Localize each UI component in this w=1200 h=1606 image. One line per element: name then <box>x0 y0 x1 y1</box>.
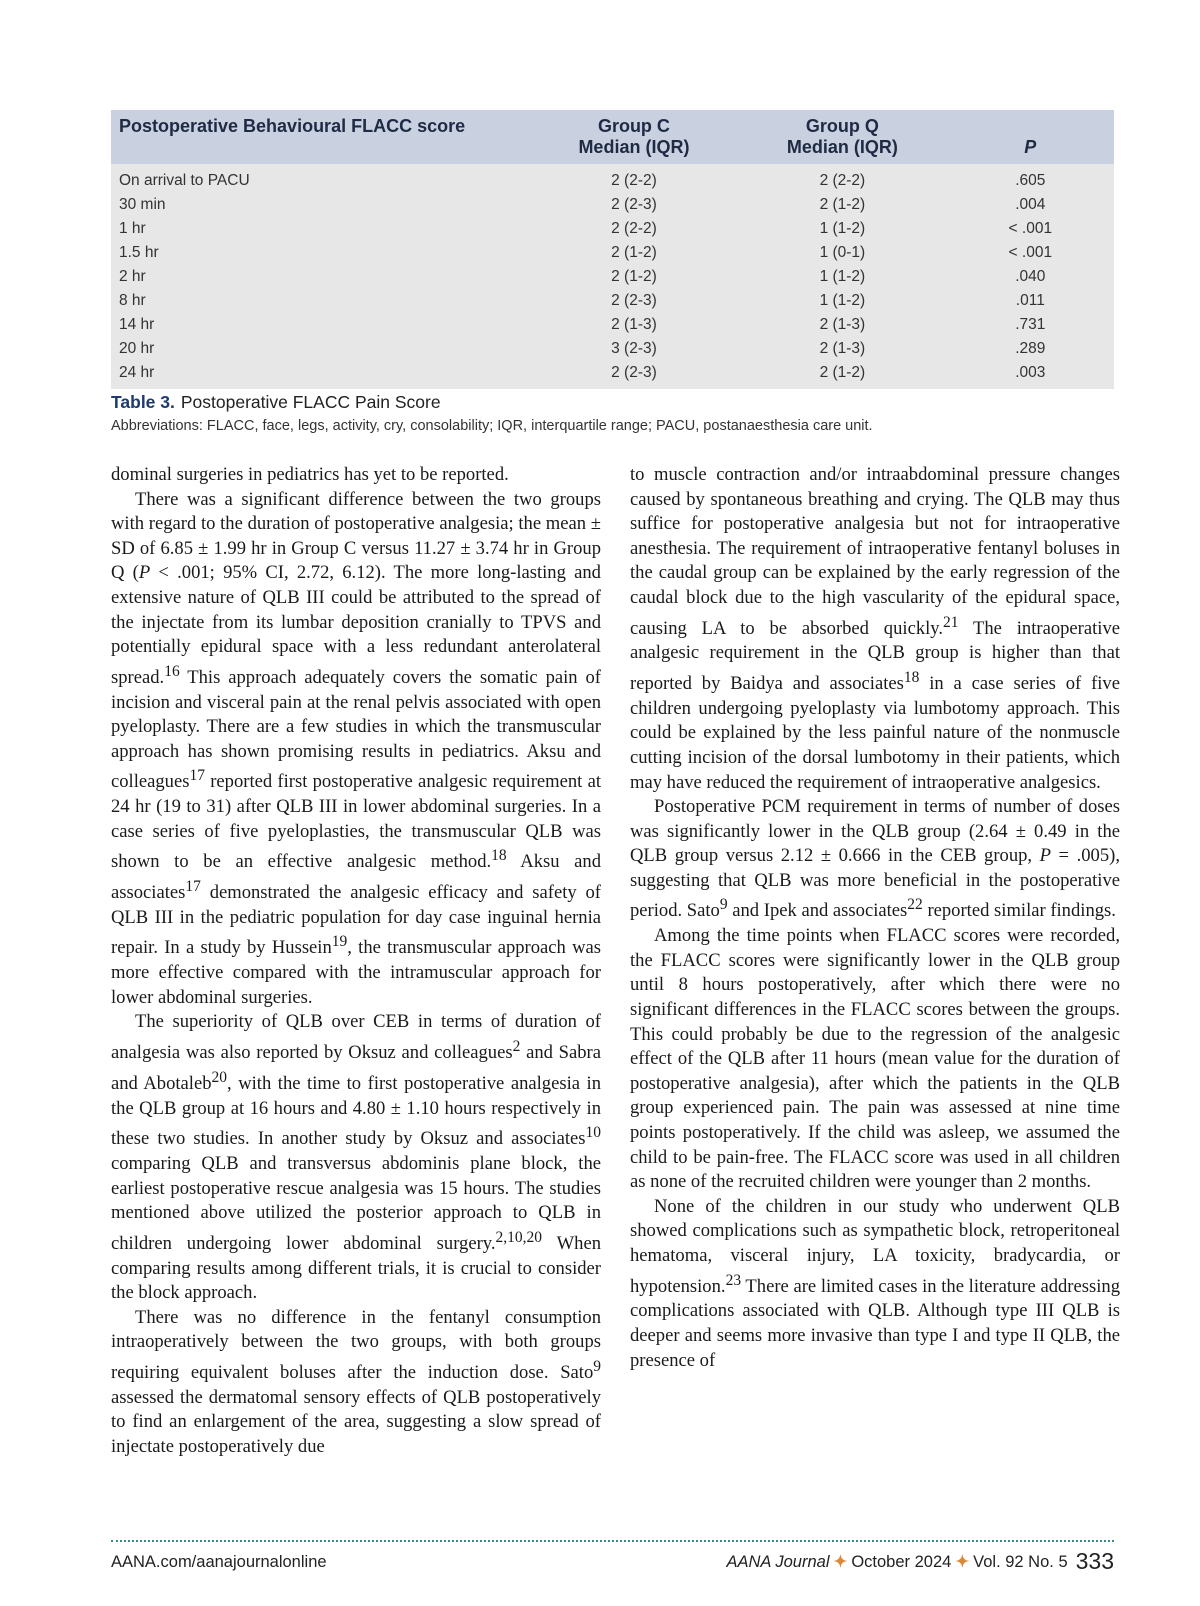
row-group-c: 2 (2-3) <box>611 196 657 213</box>
text-run: and Ipek and associates <box>727 900 908 922</box>
text-run: demonstrated the analgesic efficacy and safety of QLB III in the pediatric population for day case inguinal hernia repair. In a study by Hussein <box>111 882 601 959</box>
row-group-q: 2 (1-2) <box>819 196 866 213</box>
text-run: assessed the dermatomal sensory effects of QLB postoperatively to find an enlargement of the area, suggesting a slow spread of injectate postoperatively due <box>111 1386 601 1457</box>
header-measure: Postoperative Behavioural FLACC score <box>119 116 466 136</box>
text-run: , with the time to first postoperative analgesia in the QLB group at 16 hours and 4.80 ± 1.10 hours respectively in these two studies. In another study by Oksuz and associates <box>111 1072 602 1150</box>
page-number: 333 <box>1075 1548 1114 1574</box>
table-row <box>111 265 1114 289</box>
citation: 18 <box>491 847 507 865</box>
citation: 23 <box>725 1271 742 1289</box>
italic-p: P <box>138 562 151 584</box>
table-row <box>111 241 1114 265</box>
row-group-c: 2 (2-2) <box>611 220 657 237</box>
citation: 21 <box>943 613 959 631</box>
row-group-c: 2 (1-2) <box>611 268 657 285</box>
header-group-q-line2: Median (IQR) <box>786 137 898 157</box>
left-text-column <box>111 463 601 1459</box>
footer-website-link[interactable]: AANA.com/aanajournalonline <box>111 1553 327 1571</box>
row-group-q: 1 (1-2) <box>819 220 866 237</box>
paragraph <box>630 795 1120 924</box>
row-group-q: 2 (2-2) <box>819 172 866 189</box>
paragraph <box>630 463 1120 795</box>
italic-p: P <box>1039 845 1051 867</box>
caption-line <box>111 391 1114 413</box>
table-row <box>111 337 1114 361</box>
caption-abbreviations: Abbreviations: FLACC, face, legs, activity, cry, consolability; IQR, interquartile range; PACU, postanaesthesia care unit. <box>111 418 873 434</box>
citation: 16 <box>164 662 180 680</box>
text-run: and Sabra and Abotaleb <box>111 1042 601 1094</box>
text-run: Aksu and associates <box>111 851 602 904</box>
header-p-value: P <box>1024 137 1037 157</box>
row-group-c: 3 (2-3) <box>611 340 657 357</box>
row-group-q: 1 (0-1) <box>819 244 866 261</box>
flacc-table-container <box>111 110 1114 389</box>
row-group-c: 2 (2-3) <box>611 364 657 381</box>
row-time: 1.5 hr <box>119 244 159 261</box>
row-p: < .001 <box>1008 220 1053 237</box>
citation: 2 <box>512 1038 521 1055</box>
row-group-q: 2 (1-3) <box>819 316 866 333</box>
text-run: None of the children in our study who underwent QLB showed complications such as sympathetic block, retroperitoneal hematoma, visceral injury, LA toxicity, bradycardia, or hypotension. <box>630 1195 1120 1297</box>
text-run: The intraoperative analgesic requirement in the QLB group is higher than that reported by Baidya and associates <box>630 617 1120 695</box>
table-caption <box>111 391 1114 437</box>
paragraph: Among the time points when FLACC scores were recorded, the FLACC scores were significantly lower in the QLB group until 8 hours postoperatively, after which there were no significant differences in the FLACC scores between the groups. This could probably be due to the regression of the analgesic effect of the QLB after 11 hours (mean value for the duration of postoperative analgesia), after which the patients in the QLB group experienced pain. The pain was assessed at nine time points postoperatively. If the child was asleep, we assumed the child to be pain-free. The FLACC score was used in all children as none of the recruited children were younger than 2 months. <box>630 925 1120 1193</box>
row-group-q: 1 (1-2) <box>819 292 866 309</box>
row-p: .731 <box>1015 316 1046 333</box>
row-time: 20 hr <box>119 340 155 357</box>
citation: 18 <box>903 668 920 686</box>
header-group-q <box>738 110 946 164</box>
citation: 17 <box>185 878 201 896</box>
text-run: = .005), suggesting that QLB was more beneficial in the postoperative period. Sato <box>630 845 1120 922</box>
row-time: 14 hr <box>119 316 155 333</box>
text-run: When comparing results among different trials, it is crucial to consider the block approach. <box>111 1232 601 1304</box>
row-p: .003 <box>1015 364 1046 381</box>
flacc-score-table <box>111 110 1114 389</box>
text-run: The superiority of QLB over CEB in terms of duration of analgesia was also reported by Oksuz and colleagues <box>111 1011 601 1064</box>
table-row <box>111 313 1114 337</box>
text-run: , the transmuscular approach was more effective compared with the intramuscular approach for lower abdominal surgeries. <box>111 937 602 1008</box>
citation: 17 <box>189 767 205 785</box>
row-time: On arrival to PACU <box>119 172 250 189</box>
row-time: 24 hr <box>119 364 155 381</box>
citation: 9 <box>593 1357 601 1375</box>
row-p: .040 <box>1015 268 1046 285</box>
text-run: Postoperative PCM requirement in terms of number of doses was significantly lower in the QLB group (2.64 ± 0.49 in the QLB group versus 2.12 ± 0.666 in the CEB group, <box>630 796 1120 867</box>
paragraph <box>111 1010 601 1305</box>
footer-date: October 2024 <box>851 1553 952 1571</box>
paragraph: dominal surgeries in pediatrics has yet to be reported. <box>111 464 509 485</box>
caption-title: Postoperative FLACC Pain Score <box>180 392 441 412</box>
table-header-row <box>111 110 1114 164</box>
citation: 22 <box>907 896 923 914</box>
text-run: to muscle contraction and/or intraabdominal pressure changes caused by spontaneous breathing and crying. The QLB may thus suffice for postoperative analgesia but not for intraoperative anesthesia. The requirement of intraoperative fentanyl boluses in the caudal group can be explained by the early regression of the caudal block due to the high vascularity of the epidural space, causing LA to be absorbed quickly. <box>630 464 1120 639</box>
row-group-q: 2 (1-3) <box>819 340 866 357</box>
text-run: This approach adequately covers the somatic pain of incision and visceral pain at the renal pelvis associated with open pyeloplasty. There are a few studies in which the transmuscular approach has shown promising results in pediatrics. Aksu and colleagues <box>111 666 601 793</box>
text-run: There was a significant difference between the two groups with regard to the duration of postoperative analgesia; the mean ± SD of 6.85 ± 1.99 hr in Group C versus 11.27 ± 3.74 hr in Group Q ( <box>111 488 601 584</box>
footer-divider <box>111 1540 1114 1542</box>
table-row <box>111 361 1114 389</box>
text-run: reported first postoperative analgesic requirement at 24 hr (19 to 31) after QLB III in lower abdominal surgeries. In a case series of five pyeloplasties, the transmuscular QLB was shown to be an effective analgesic method. <box>111 771 601 873</box>
footer-volume: Vol. 92 No. 5 <box>973 1553 1068 1571</box>
header-group-c-line1: Group C <box>597 116 670 136</box>
text-run: There are limited cases in the literature addressing complications associated with QLB. Although type III QLB is deeper and seems more invasive than type I and type II QLB, the presence of <box>630 1275 1120 1371</box>
row-group-c: 2 (2-3) <box>611 292 657 309</box>
separator-icon: ✦ <box>955 1553 970 1571</box>
caption-label: Table 3. <box>111 392 175 412</box>
citation: 20 <box>211 1068 228 1086</box>
paragraph <box>111 488 601 1011</box>
row-group-q: 1 (1-2) <box>819 268 866 285</box>
citation: 10 <box>585 1124 601 1142</box>
row-time: 8 hr <box>119 292 146 309</box>
row-group-c: 2 (1-3) <box>611 316 657 333</box>
table-row <box>111 217 1114 241</box>
header-group-q-line1: Group Q <box>805 116 879 136</box>
row-time: 2 hr <box>119 268 146 285</box>
paragraph <box>111 1306 601 1460</box>
row-p: < .001 <box>1008 244 1053 261</box>
table-row <box>111 289 1114 313</box>
citation: 9 <box>719 896 728 914</box>
table-row <box>111 193 1114 217</box>
footer-journal: AANA Journal <box>726 1553 830 1571</box>
citation: 2,10,20 <box>495 1228 543 1246</box>
header-group-c-line2: Median (IQR) <box>578 137 690 157</box>
row-time: 30 min <box>119 196 166 213</box>
row-group-c: 2 (2-2) <box>611 172 657 189</box>
text-run: comparing QLB and transversus abdominis plane block, the earliest postoperative rescue analgesia was 15 hours. The studies mentioned above utilized the posterior approach to QLB in children undergoing lower abdominal surgery. <box>111 1152 601 1254</box>
text-run: < .001; 95% CI, 2.72, 6.12). The more long-lasting and extensive nature of QLB III could be attributed to the spread of the injectate from its lumbar deposition cranially to TPVS and potentially epidural space with a less redundant anterolateral spread. <box>111 562 601 688</box>
row-p: .289 <box>1015 340 1046 357</box>
row-p: .004 <box>1015 196 1046 213</box>
row-p: .011 <box>1015 292 1045 309</box>
row-group-c: 2 (1-2) <box>611 244 657 261</box>
header-group-c <box>530 110 738 164</box>
row-time: 1 hr <box>119 220 146 237</box>
text-run: reported similar findings. <box>922 900 1116 922</box>
row-group-q: 2 (1-2) <box>819 364 866 381</box>
separator-icon: ✦ <box>833 1553 848 1571</box>
citation: 19 <box>331 933 348 951</box>
table-row <box>111 164 1114 193</box>
row-p: .605 <box>1015 172 1046 189</box>
text-run: in a case series of five children undergoing pyeloplasty via lumbotomy approach. This could be explained by the less painful nature of the nonmuscle cutting incision of the dorsal lumbotomy in their patients, which may have reduced the requirement of intraoperative analgesics. <box>630 673 1120 793</box>
right-text-column <box>630 463 1120 1373</box>
footer-citation <box>726 1548 1114 1575</box>
paragraph <box>630 1195 1120 1373</box>
text-run: There was no difference in the fentanyl consumption intraoperatively between the two groups, with both groups requiring equivalent boluses after the induction dose. Sato <box>111 1306 601 1384</box>
